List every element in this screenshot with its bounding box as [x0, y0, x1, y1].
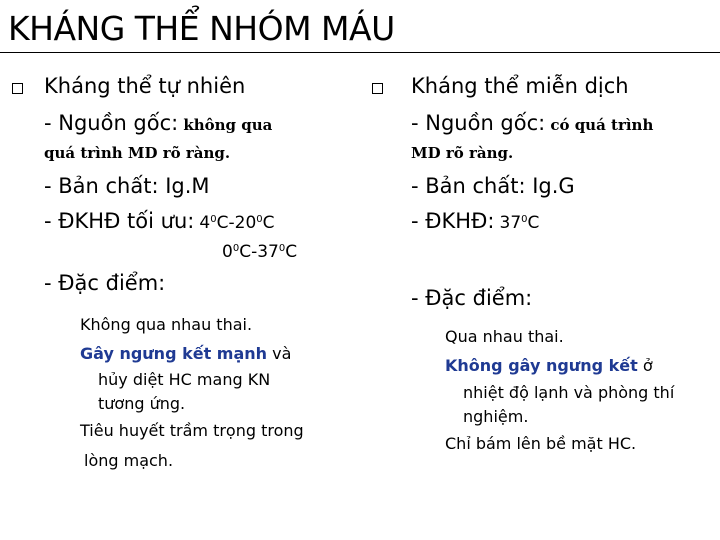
left-origin-label: - Nguồn gốc:	[44, 111, 179, 135]
right-temp-label: - ĐKHĐ:	[411, 209, 495, 233]
left-temp-range-1: $4^0C-20^0C$	[199, 213, 275, 233]
right-origin-detail-cont: MD rõ ràng.	[411, 144, 514, 162]
right-heading: Kháng thể miễn dịch	[411, 74, 629, 98]
right-origin-detail: có quá trình	[550, 116, 654, 134]
left-feature-4: tương ứng.	[98, 394, 186, 413]
left-temp-range-2: $0^0C-37^0C$	[222, 242, 298, 262]
right-feature-1: Qua nhau thai.	[445, 327, 564, 346]
right-nature: - Bản chất: Ig.G	[411, 174, 575, 198]
right-temp-value: $37^0C$	[499, 213, 540, 233]
right-feature-3: nhiệt độ lạnh và phòng thí	[463, 383, 675, 402]
left-nature: - Bản chất: Ig.M	[44, 174, 210, 198]
right-feature-2: Không gây ngưng kết ở	[445, 356, 653, 375]
right-origin	[411, 110, 653, 136]
left-feature-5: Tiêu huyết trầm trọng trong	[80, 421, 304, 440]
left-origin-detail: không qua	[183, 116, 273, 134]
left-feature-2: Gây ngưng kết mạnh và	[80, 344, 292, 363]
right-feature-5: Chỉ bám lên bề mặt HC.	[445, 434, 637, 453]
left-feature-label: - Đặc điểm:	[44, 271, 166, 295]
square-bullet-icon	[372, 83, 383, 94]
right-origin-label: - Nguồn gốc:	[411, 111, 546, 135]
left-feature-1: Không qua nhau thai.	[80, 315, 253, 334]
right-feature-4: nghiệm.	[463, 407, 529, 426]
slide-title: KHÁNG THỂ NHÓM MÁU	[8, 9, 395, 48]
left-heading: Kháng thể tự nhiên	[44, 74, 246, 98]
left-temp-label: - ĐKHĐ tối ưu:	[44, 209, 195, 233]
left-origin-detail-cont: quá trình MD rõ ràng.	[44, 144, 231, 162]
left-feature-6: lòng mạch.	[84, 451, 174, 470]
left-feature-3: hủy diệt HC mang KN	[98, 370, 271, 389]
right-temp-row	[411, 208, 539, 234]
right-feature-label: - Đặc điểm:	[411, 286, 533, 310]
